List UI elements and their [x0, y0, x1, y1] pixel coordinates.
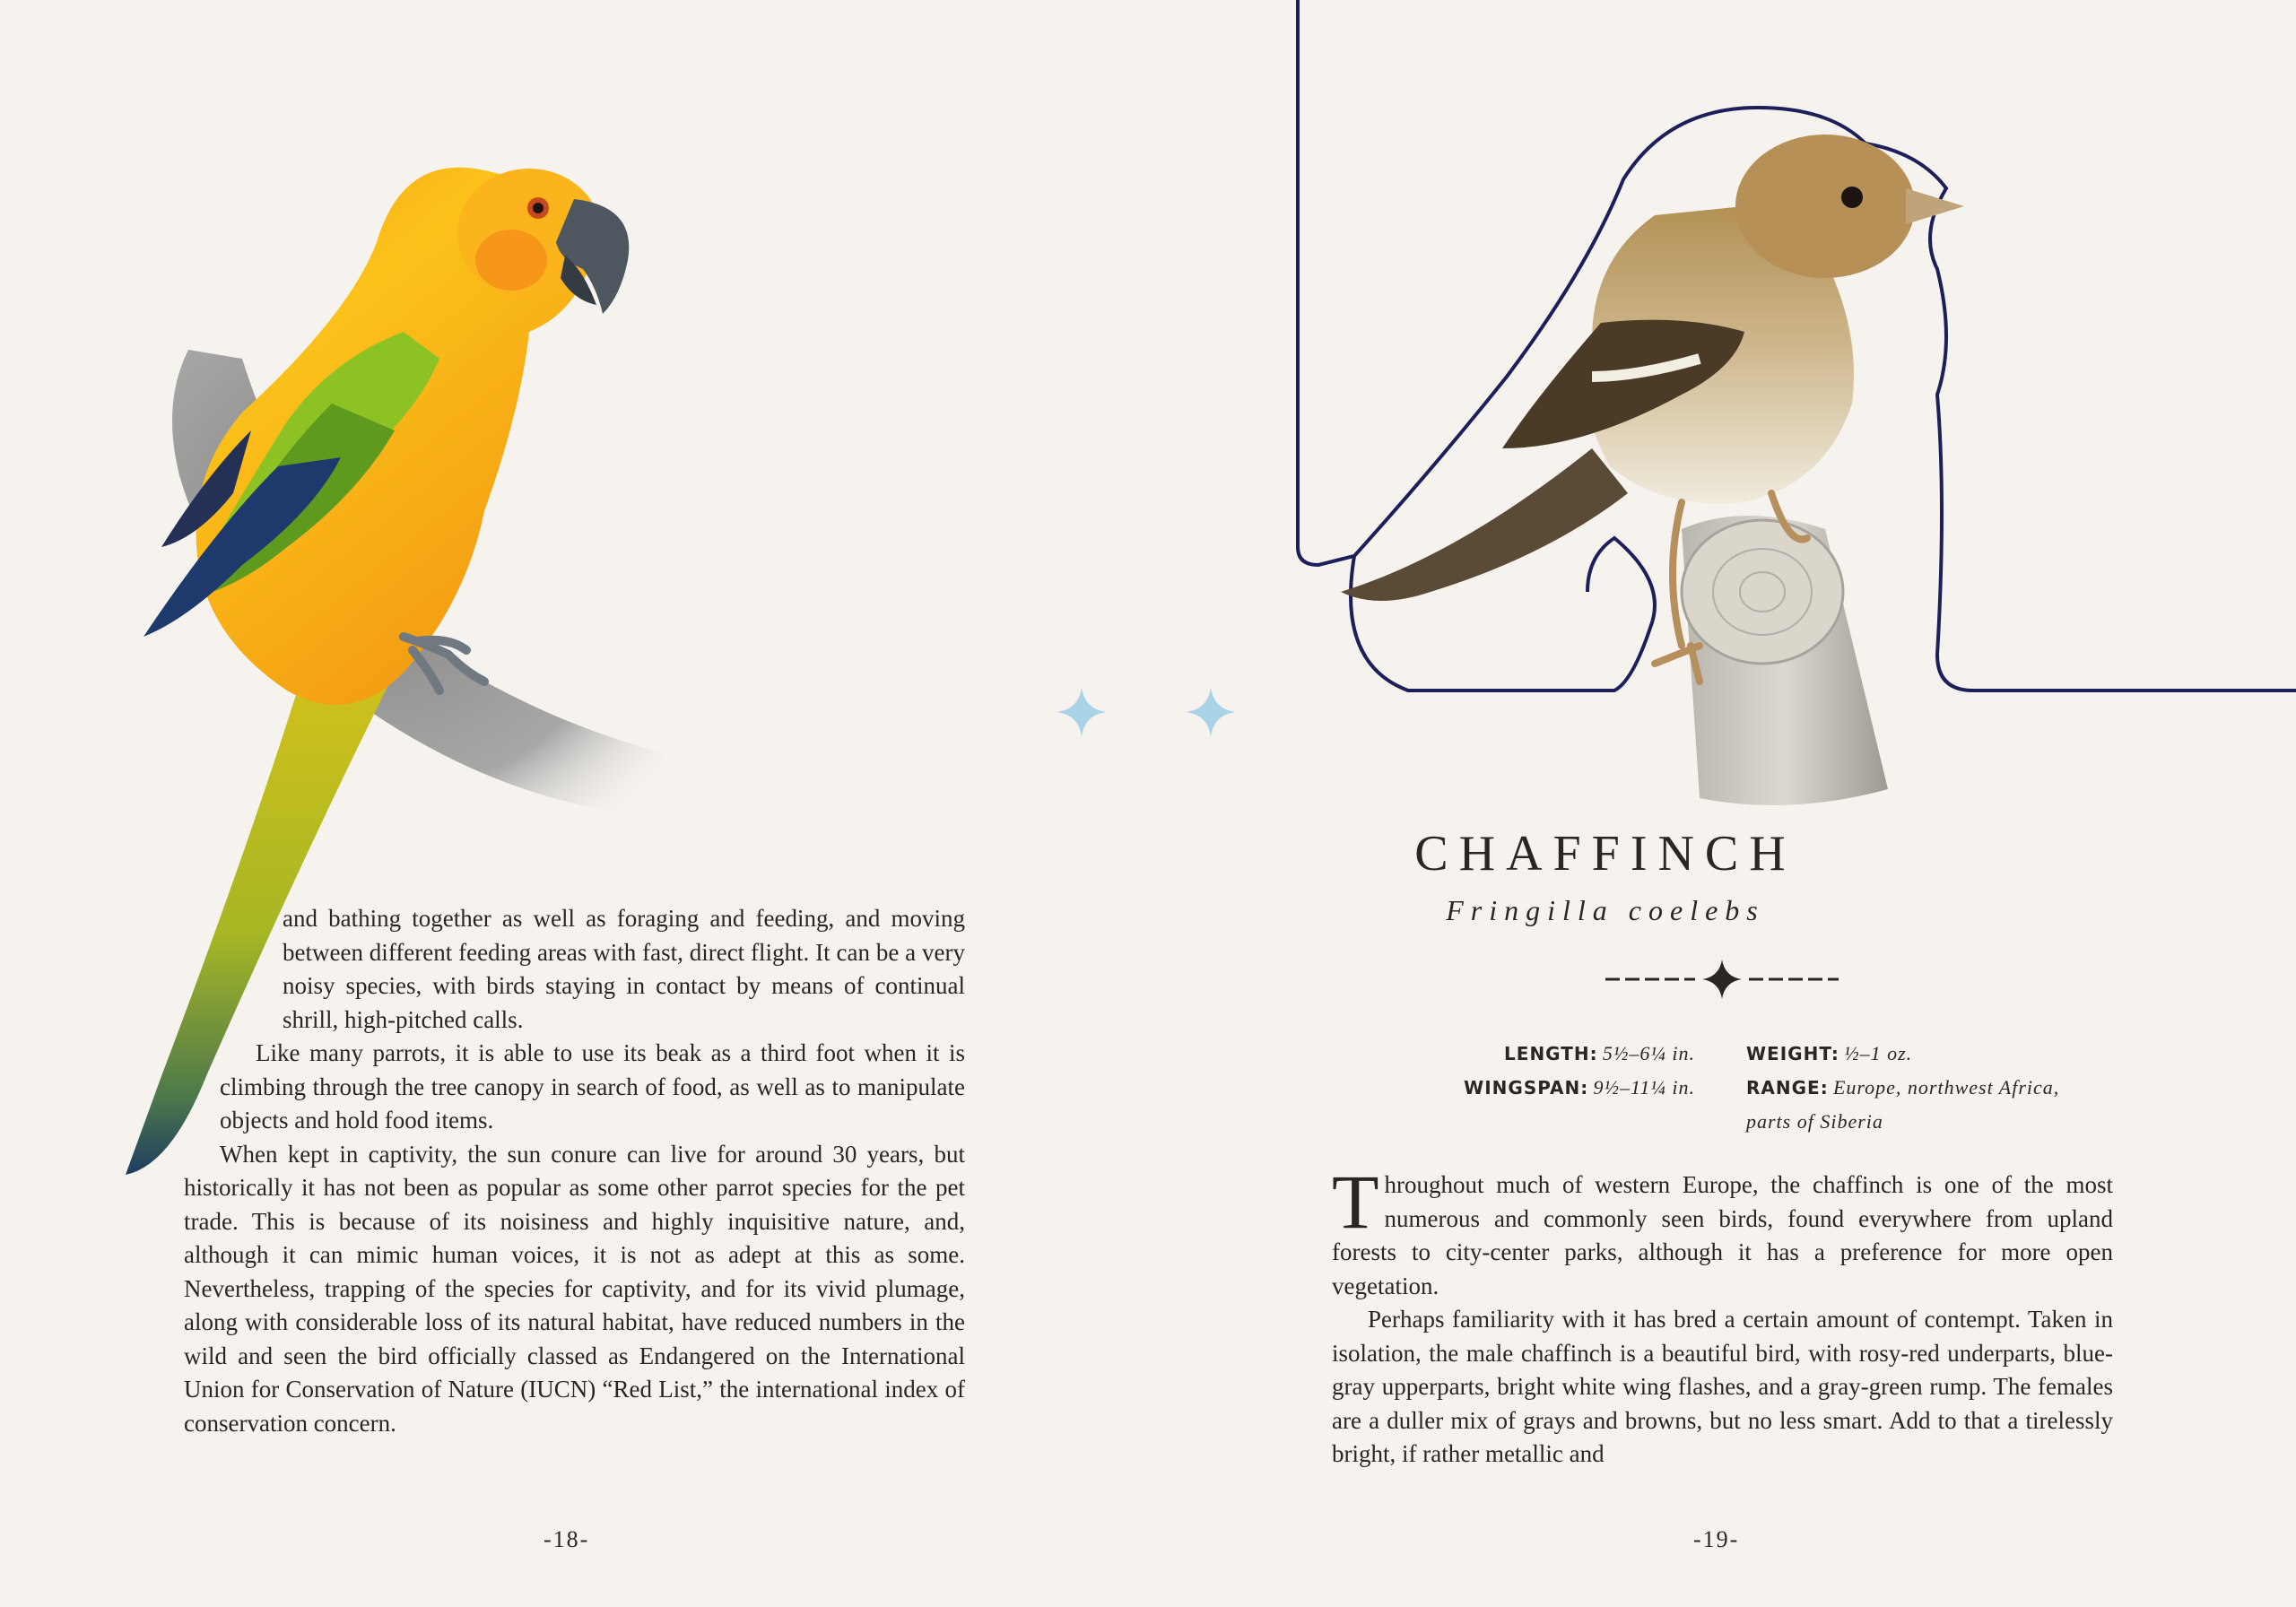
species-latin-name: Fringilla coelebs: [1446, 894, 1765, 926]
weight-label: WEIGHT:: [1746, 1043, 1839, 1064]
species-title: CHAFFINCH: [1414, 826, 1796, 882]
chaffinch-illustration: [1323, 108, 2130, 825]
right-page-body: [1332, 1159, 2113, 1472]
four-point-star-icon: [1057, 687, 1107, 737]
page-number-right: -19-: [1693, 1526, 1740, 1552]
drop-cap: T: [1332, 1159, 1379, 1245]
length-label: LENGTH:: [1504, 1043, 1598, 1064]
left-paragraph-1: and bathing together as well as foraging and feeding, and moving between different feeding areas with fast, direct flight. It can be a very noisy species, with birds staying in contact by means of continual shrill, high-pitched calls.: [283, 905, 965, 1033]
weight-value: ½–1 oz.: [1844, 1042, 1913, 1064]
left-paragraph-2: Like many parrots, it is able to use its beak as a third foot when it is climbing through the tree canopy in search of food, as well as to manipulate objects and hold food items.: [220, 1039, 965, 1134]
facts-left-column: [1372, 1037, 1695, 1105]
left-paragraph-3: When kept in captivity, the sun conure can live for around 30 years, but historically it has not been as popular as some other parrot species for the pet trade. This is because of its noisiness and highly inquisitive nature, and, although it can mimic human voices, it is not as adept at this as some. Nevertheless, trapping of the species for captivity, and for its vivid plumage, along with considerable loss of its natural habitat, have reduced numbers in the wild and seen the bird officially classed as Endangered on the International Union for Conservation of Nature (IUCN) “Red List,” the international index of conservation concern.: [184, 1140, 965, 1437]
wingspan-label: WINGSPAN:: [1464, 1077, 1589, 1099]
wingspan-value: 9½–11¼ in.: [1593, 1076, 1695, 1099]
range-value-line-1: Europe, northwest Africa,: [1832, 1076, 2060, 1099]
ornamental-divider-icon: [1605, 960, 1839, 999]
facts-right-column: [1746, 1037, 2105, 1139]
range-value-line-2: parts of Siberia: [1746, 1110, 1883, 1133]
range-label: RANGE:: [1746, 1077, 1829, 1099]
length-value: 5½–6¼ in.: [1602, 1042, 1695, 1064]
left-page-body: [184, 902, 965, 1440]
right-paragraph-1: [1332, 1159, 2113, 1303]
right-paragraph-1-text: hroughout much of western Europe, the chaffinch is one of the most numerous and commonly seen birds, found everywhere from upland forests to city-center parks, although it has a preference for more open vegetation.: [1332, 1171, 2113, 1299]
page-number-left: -18-: [544, 1526, 590, 1552]
right-paragraph-2: Perhaps familiarity with it has bred a certain amount of contempt. Taken in isolation, the male chaffinch is a beautiful bird, with rosy-red underparts, blue-gray upperparts, bright white wing flashes, and a gray-green rump. The females are a duller mix of grays and browns, but no less smart. Add to that a tirelessly bright, if rather metallic and: [1332, 1306, 2113, 1467]
